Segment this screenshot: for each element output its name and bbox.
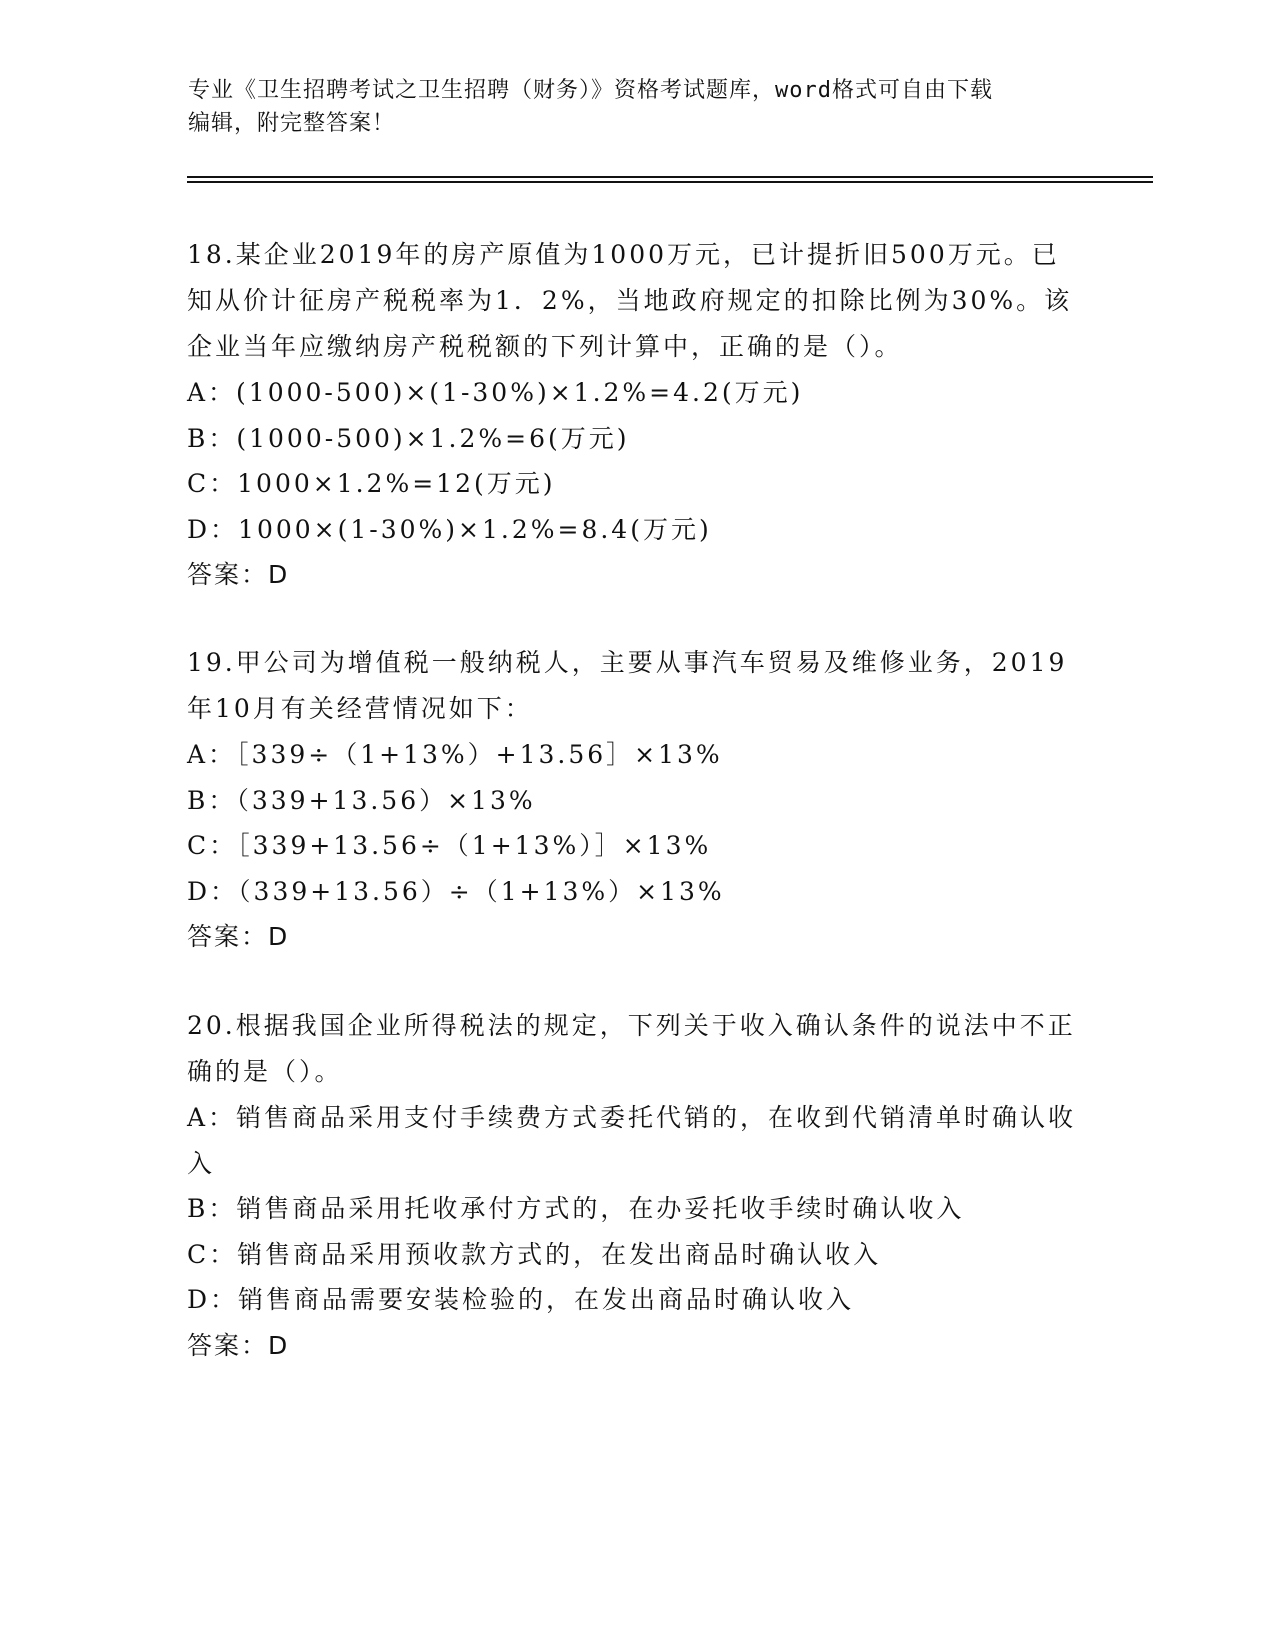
header-line-1: 专业《卫生招聘考试之卫生招聘（财务）》资格考试题库，word格式可自由下载 — [188, 78, 993, 103]
option-c: C：销售商品采用预收款方式的，在发出商品时确认收入 — [187, 1239, 882, 1269]
option-c: C：［339+13.56÷（1+13%）］×13% — [187, 831, 712, 860]
document-header — [188, 74, 1078, 140]
question-18 — [187, 232, 1087, 598]
option-d: D：（339+13.56）÷（1+13%）×13% — [187, 876, 725, 906]
option-b: B：（339+13.56）×13% — [187, 785, 536, 815]
question-text: 20.根据我国企业所得税法的规定，下列关于收入确认条件的说法中不正确的是（）。 — [187, 1011, 1076, 1086]
option-c: C：1000×1.2%=12(万元) — [187, 469, 556, 498]
option-b: B：(1000-500)×1.2%=6(万元) — [187, 423, 630, 453]
option-a: A：［339÷（1+13%）+13.56］×13% — [187, 740, 723, 769]
question-19 — [187, 640, 1087, 960]
option-d: D：1000×(1-30%)×1.2%=8.4(万元) — [187, 514, 712, 544]
answer: 答案：D — [187, 560, 290, 589]
option-a: A：销售商品采用支付手续费方式委托代销的，在收到代销清单时确认收入 — [187, 1103, 1077, 1178]
answer: 答案：D — [187, 922, 290, 951]
header-line-2: 编辑，附完整答案！ — [188, 111, 396, 136]
question-text: 18.某企业2019年的房产原值为1000万元，已计提折旧500万元。已知从价计征房产税税率为1．2%，当地政府规定的扣除比例为30%。该企业当年应缴纳房产税税额的下列计算中，正确的是（）。 — [187, 240, 1073, 361]
question-text: 19.甲公司为增值税一般纳税人，主要从事汽车贸易及维修业务，2019年10月有关经营情况如下： — [187, 648, 1068, 723]
answer: 答案：D — [187, 1330, 290, 1360]
option-d: D：销售商品需要安装检验的，在发出商品时确认收入 — [187, 1285, 855, 1314]
question-20 — [187, 1003, 1087, 1369]
option-b: B：销售商品采用托收承付方式的，在办妥托收手续时确认收入 — [187, 1194, 965, 1223]
option-a: A：(1000-500)×(1-30%)×1.2%=4.2(万元) — [187, 378, 804, 407]
header-divider-top — [187, 176, 1153, 178]
header-divider-bottom — [187, 181, 1153, 183]
